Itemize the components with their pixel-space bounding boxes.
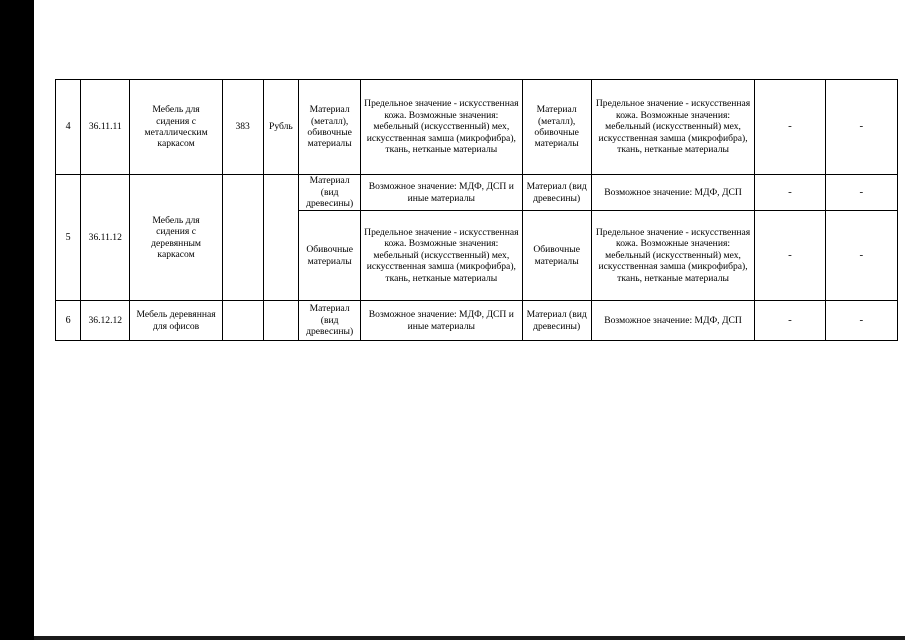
unit-name: Рубль: [263, 80, 299, 175]
table-row: [56, 175, 898, 211]
document-page: [34, 0, 905, 636]
okpd-code: 36.12.12: [81, 301, 130, 341]
okei-code: [222, 301, 263, 341]
characteristic-value-approved: Возможное значение: МДФ, ДСП: [591, 301, 755, 341]
unit-name: [263, 301, 299, 341]
row-number: 5: [56, 175, 81, 301]
row-number: 6: [56, 301, 81, 341]
characteristic-value-approved: Предельное значение - искусственная кожа. Возможные значения: мебельный (искусственный) мех, искусственная замша (микрофибра), ткань, нетканые материалы: [591, 211, 755, 301]
extra-value: -: [825, 175, 897, 211]
table-row: [56, 80, 898, 175]
characteristic-value: Предельное значение - искусственная кожа. Возможные значения: мебельный (искусственный) мех, искусственная замша (микрофибра), ткань, нетканые материалы: [361, 80, 522, 175]
characteristic: Материал (вид древесины): [299, 301, 361, 341]
characteristic: Обивочные материалы: [299, 211, 361, 301]
extra-value: -: [755, 80, 825, 175]
characteristic-approved: Материал (металл), обивочные материалы: [522, 80, 591, 175]
characteristic-value: Возможное значение: МДФ, ДСП и иные материалы: [361, 175, 522, 211]
item-name: Мебель для сидения с металлическим каркасом: [130, 80, 222, 175]
characteristic: Материал (вид древесины): [299, 175, 361, 211]
characteristic-approved: Материал (вид древесины): [522, 175, 591, 211]
characteristic-value: Предельное значение - искусственная кожа. Возможные значения: мебельный (искусственный) мех, искусственная замша (микрофибра), ткань, нетканые материалы: [361, 211, 522, 301]
okpd-code: 36.11.11: [81, 80, 130, 175]
scan-left-edge: [0, 0, 34, 640]
unit-name: [263, 175, 299, 301]
extra-value: -: [825, 80, 897, 175]
extra-value: -: [755, 301, 825, 341]
extra-value: -: [755, 211, 825, 301]
characteristic-value-approved: Предельное значение - искусственная кожа. Возможные значения: мебельный (искусственный) мех, искусственная замша (микрофибра), ткань, нетканые материалы: [591, 80, 755, 175]
table-row: [56, 301, 898, 341]
okei-code: [222, 175, 263, 301]
row-number: 4: [56, 80, 81, 175]
item-name: Мебель деревянная для офисов: [130, 301, 222, 341]
characteristic: Материал (металл), обивочные материалы: [299, 80, 361, 175]
characteristic-value-approved: Возможное значение: МДФ, ДСП: [591, 175, 755, 211]
okpd-code: 36.11.12: [81, 175, 130, 301]
item-name: Мебель для сидения с деревянным каркасом: [130, 175, 222, 301]
requirements-table: [55, 79, 898, 341]
characteristic-value: Возможное значение: МДФ, ДСП и иные материалы: [361, 301, 522, 341]
extra-value: -: [755, 175, 825, 211]
extra-value: -: [825, 211, 897, 301]
characteristic-approved: Обивочные материалы: [522, 211, 591, 301]
scan-bottom-edge: [34, 636, 905, 640]
characteristic-approved: Материал (вид древесины): [522, 301, 591, 341]
okei-code: 383: [222, 80, 263, 175]
extra-value: -: [825, 301, 897, 341]
